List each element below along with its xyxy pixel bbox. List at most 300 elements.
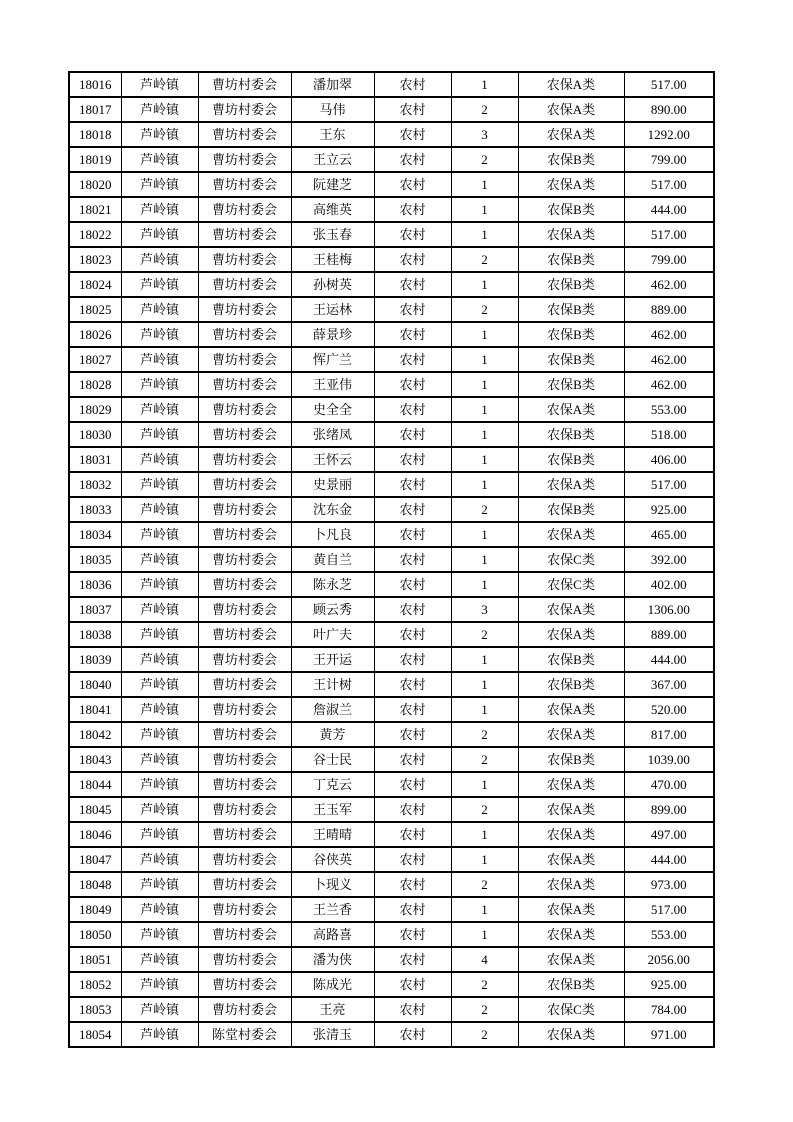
cell-record-id: 18043: [69, 747, 121, 772]
cell-residence-type: 农村: [374, 272, 451, 297]
cell-residence-type: 农村: [374, 972, 451, 997]
cell-town: 芦岭镇: [121, 872, 198, 897]
cell-amount: 925.00: [624, 497, 714, 522]
cell-village: 曹坊村委会: [198, 497, 291, 522]
table-row: [69, 572, 714, 597]
cell-amount: 553.00: [624, 922, 714, 947]
cell-town: 芦岭镇: [121, 372, 198, 397]
cell-amount: 444.00: [624, 847, 714, 872]
cell-town: 芦岭镇: [121, 597, 198, 622]
cell-person-name: 谷侠英: [291, 847, 374, 872]
table-row: [69, 647, 714, 672]
cell-town: 芦岭镇: [121, 122, 198, 147]
cell-record-id: 18031: [69, 447, 121, 472]
cell-insurance-category: 农保C类: [518, 547, 624, 572]
cell-person-name: 薛景珍: [291, 322, 374, 347]
cell-person-count: 2: [451, 747, 518, 772]
cell-insurance-category: 农保A类: [518, 397, 624, 422]
cell-town: 芦岭镇: [121, 772, 198, 797]
cell-insurance-category: 农保B类: [518, 372, 624, 397]
table-row: [69, 872, 714, 897]
cell-insurance-category: 农保A类: [518, 897, 624, 922]
cell-village: 曹坊村委会: [198, 72, 291, 97]
cell-insurance-category: 农保B类: [518, 422, 624, 447]
cell-village: 曹坊村委会: [198, 772, 291, 797]
cell-record-id: 18017: [69, 97, 121, 122]
cell-person-count: 2: [451, 997, 518, 1022]
cell-amount: 1292.00: [624, 122, 714, 147]
cell-amount: 470.00: [624, 772, 714, 797]
table-row: [69, 997, 714, 1022]
cell-insurance-category: 农保A类: [518, 922, 624, 947]
cell-amount: 799.00: [624, 147, 714, 172]
cell-person-count: 2: [451, 872, 518, 897]
cell-person-count: 3: [451, 122, 518, 147]
cell-amount: 899.00: [624, 797, 714, 822]
cell-village: 曹坊村委会: [198, 597, 291, 622]
cell-person-name: 高路喜: [291, 922, 374, 947]
cell-record-id: 18019: [69, 147, 121, 172]
cell-person-count: 1: [451, 647, 518, 672]
cell-residence-type: 农村: [374, 822, 451, 847]
table-row: [69, 422, 714, 447]
cell-person-count: 1: [451, 347, 518, 372]
cell-residence-type: 农村: [374, 222, 451, 247]
cell-insurance-category: 农保A类: [518, 697, 624, 722]
cell-residence-type: 农村: [374, 747, 451, 772]
cell-village: 曹坊村委会: [198, 697, 291, 722]
cell-record-id: 18030: [69, 422, 121, 447]
cell-amount: 444.00: [624, 197, 714, 222]
cell-residence-type: 农村: [374, 722, 451, 747]
cell-insurance-category: 农保B类: [518, 747, 624, 772]
cell-town: 芦岭镇: [121, 747, 198, 772]
cell-person-name: 詹淑兰: [291, 697, 374, 722]
cell-insurance-category: 农保B类: [518, 972, 624, 997]
cell-residence-type: 农村: [374, 897, 451, 922]
cell-record-id: 18034: [69, 522, 121, 547]
cell-amount: 889.00: [624, 622, 714, 647]
cell-person-name: 张玉春: [291, 222, 374, 247]
cell-village: 曹坊村委会: [198, 272, 291, 297]
cell-record-id: 18026: [69, 322, 121, 347]
cell-town: 芦岭镇: [121, 722, 198, 747]
cell-residence-type: 农村: [374, 372, 451, 397]
cell-insurance-category: 农保B类: [518, 672, 624, 697]
table-row: [69, 547, 714, 572]
cell-residence-type: 农村: [374, 947, 451, 972]
cell-record-id: 18027: [69, 347, 121, 372]
cell-insurance-category: 农保A类: [518, 797, 624, 822]
cell-person-name: 谷士民: [291, 747, 374, 772]
cell-residence-type: 农村: [374, 122, 451, 147]
cell-person-name: 潘为侠: [291, 947, 374, 972]
cell-town: 芦岭镇: [121, 472, 198, 497]
cell-record-id: 18023: [69, 247, 121, 272]
cell-village: 曹坊村委会: [198, 797, 291, 822]
cell-person-count: 1: [451, 172, 518, 197]
cell-amount: 392.00: [624, 547, 714, 572]
cell-record-id: 18018: [69, 122, 121, 147]
cell-insurance-category: 农保A类: [518, 472, 624, 497]
cell-village: 曹坊村委会: [198, 522, 291, 547]
cell-village: 曹坊村委会: [198, 847, 291, 872]
cell-amount: 402.00: [624, 572, 714, 597]
cell-insurance-category: 农保C类: [518, 997, 624, 1022]
cell-village: 曹坊村委会: [198, 422, 291, 447]
cell-person-name: 王桂梅: [291, 247, 374, 272]
cell-amount: 799.00: [624, 247, 714, 272]
cell-amount: 2056.00: [624, 947, 714, 972]
cell-person-count: 2: [451, 147, 518, 172]
table-body: [69, 72, 714, 1047]
cell-village: 曹坊村委会: [198, 572, 291, 597]
cell-person-count: 2: [451, 797, 518, 822]
cell-record-id: 18038: [69, 622, 121, 647]
cell-person-count: 1: [451, 822, 518, 847]
table-row: [69, 522, 714, 547]
cell-town: 芦岭镇: [121, 847, 198, 872]
cell-town: 芦岭镇: [121, 1022, 198, 1047]
cell-person-name: 陈成光: [291, 972, 374, 997]
cell-record-id: 18032: [69, 472, 121, 497]
cell-amount: 462.00: [624, 347, 714, 372]
cell-amount: 889.00: [624, 297, 714, 322]
cell-insurance-category: 农保B类: [518, 247, 624, 272]
cell-town: 芦岭镇: [121, 497, 198, 522]
cell-person-count: 1: [451, 197, 518, 222]
cell-record-id: 18041: [69, 697, 121, 722]
table-row: [69, 947, 714, 972]
cell-person-name: 张绪凤: [291, 422, 374, 447]
table-row: [69, 747, 714, 772]
cell-amount: 517.00: [624, 222, 714, 247]
cell-insurance-category: 农保B类: [518, 647, 624, 672]
cell-person-name: 史景丽: [291, 472, 374, 497]
cell-village: 曹坊村委会: [198, 872, 291, 897]
cell-village: 曹坊村委会: [198, 922, 291, 947]
cell-village: 曹坊村委会: [198, 347, 291, 372]
cell-person-count: 1: [451, 72, 518, 97]
cell-town: 芦岭镇: [121, 72, 198, 97]
cell-insurance-category: 农保B类: [518, 197, 624, 222]
cell-person-count: 1: [451, 897, 518, 922]
cell-insurance-category: 农保B类: [518, 347, 624, 372]
cell-person-count: 2: [451, 622, 518, 647]
cell-village: 曹坊村委会: [198, 197, 291, 222]
cell-town: 芦岭镇: [121, 322, 198, 347]
cell-insurance-category: 农保A类: [518, 97, 624, 122]
cell-person-count: 2: [451, 247, 518, 272]
cell-residence-type: 农村: [374, 672, 451, 697]
cell-residence-type: 农村: [374, 572, 451, 597]
cell-town: 芦岭镇: [121, 572, 198, 597]
cell-record-id: 18044: [69, 772, 121, 797]
cell-amount: 817.00: [624, 722, 714, 747]
cell-person-count: 1: [451, 422, 518, 447]
cell-record-id: 18028: [69, 372, 121, 397]
table-row: [69, 697, 714, 722]
cell-village: 曹坊村委会: [198, 447, 291, 472]
cell-town: 芦岭镇: [121, 522, 198, 547]
cell-village: 曹坊村委会: [198, 647, 291, 672]
cell-record-id: 18022: [69, 222, 121, 247]
table-row: [69, 222, 714, 247]
cell-record-id: 18036: [69, 572, 121, 597]
table-row: [69, 1022, 714, 1047]
cell-person-count: 1: [451, 922, 518, 947]
table-row: [69, 772, 714, 797]
cell-residence-type: 农村: [374, 472, 451, 497]
cell-record-id: 18029: [69, 397, 121, 422]
cell-village: 曹坊村委会: [198, 297, 291, 322]
cell-person-count: 1: [451, 772, 518, 797]
cell-person-count: 2: [451, 297, 518, 322]
cell-residence-type: 农村: [374, 97, 451, 122]
cell-residence-type: 农村: [374, 347, 451, 372]
cell-insurance-category: 农保A类: [518, 1022, 624, 1047]
cell-town: 芦岭镇: [121, 197, 198, 222]
cell-person-name: 王兰香: [291, 897, 374, 922]
cell-amount: 517.00: [624, 472, 714, 497]
cell-town: 芦岭镇: [121, 922, 198, 947]
cell-residence-type: 农村: [374, 322, 451, 347]
cell-village: 曹坊村委会: [198, 97, 291, 122]
cell-town: 芦岭镇: [121, 647, 198, 672]
cell-residence-type: 农村: [374, 422, 451, 447]
cell-record-id: 18050: [69, 922, 121, 947]
cell-amount: 462.00: [624, 372, 714, 397]
cell-record-id: 18048: [69, 872, 121, 897]
cell-person-name: 王怀云: [291, 447, 374, 472]
cell-person-count: 1: [451, 697, 518, 722]
cell-village: 曹坊村委会: [198, 822, 291, 847]
table-row: [69, 97, 714, 122]
cell-insurance-category: 农保B类: [518, 272, 624, 297]
cell-town: 芦岭镇: [121, 447, 198, 472]
cell-person-name: 顾云秀: [291, 597, 374, 622]
cell-person-name: 王运林: [291, 297, 374, 322]
cell-village: 曹坊村委会: [198, 947, 291, 972]
table-row: [69, 322, 714, 347]
cell-person-count: 3: [451, 597, 518, 622]
cell-town: 芦岭镇: [121, 97, 198, 122]
cell-town: 芦岭镇: [121, 172, 198, 197]
cell-person-count: 1: [451, 547, 518, 572]
cell-person-count: 4: [451, 947, 518, 972]
cell-amount: 520.00: [624, 697, 714, 722]
cell-insurance-category: 农保A类: [518, 772, 624, 797]
cell-person-count: 1: [451, 447, 518, 472]
cell-person-name: 高维英: [291, 197, 374, 222]
cell-person-count: 2: [451, 1022, 518, 1047]
cell-amount: 465.00: [624, 522, 714, 547]
cell-insurance-category: 农保A类: [518, 522, 624, 547]
cell-record-id: 18052: [69, 972, 121, 997]
cell-residence-type: 农村: [374, 247, 451, 272]
cell-person-count: 1: [451, 322, 518, 347]
cell-residence-type: 农村: [374, 447, 451, 472]
cell-record-id: 18035: [69, 547, 121, 572]
cell-amount: 517.00: [624, 172, 714, 197]
cell-residence-type: 农村: [374, 547, 451, 572]
table-row: [69, 397, 714, 422]
table-row: [69, 72, 714, 97]
cell-person-count: 2: [451, 972, 518, 997]
cell-amount: 518.00: [624, 422, 714, 447]
cell-village: 陈堂村委会: [198, 1022, 291, 1047]
cell-residence-type: 农村: [374, 497, 451, 522]
cell-amount: 444.00: [624, 647, 714, 672]
cell-record-id: 18020: [69, 172, 121, 197]
cell-person-name: 阮建芝: [291, 172, 374, 197]
cell-residence-type: 农村: [374, 597, 451, 622]
cell-amount: 517.00: [624, 72, 714, 97]
cell-amount: 1039.00: [624, 747, 714, 772]
cell-insurance-category: 农保A类: [518, 947, 624, 972]
cell-person-count: 1: [451, 272, 518, 297]
table-row: [69, 897, 714, 922]
table-row: [69, 472, 714, 497]
cell-amount: 973.00: [624, 872, 714, 897]
cell-amount: 553.00: [624, 397, 714, 422]
table-row: [69, 272, 714, 297]
cell-insurance-category: 农保A类: [518, 822, 624, 847]
table-row: [69, 497, 714, 522]
cell-person-count: 1: [451, 672, 518, 697]
table-row: [69, 972, 714, 997]
cell-town: 芦岭镇: [121, 147, 198, 172]
cell-person-count: 1: [451, 472, 518, 497]
cell-village: 曹坊村委会: [198, 147, 291, 172]
cell-record-id: 18037: [69, 597, 121, 622]
table-row: [69, 922, 714, 947]
cell-amount: 462.00: [624, 322, 714, 347]
cell-insurance-category: 农保A类: [518, 72, 624, 97]
cell-residence-type: 农村: [374, 172, 451, 197]
cell-record-id: 18045: [69, 797, 121, 822]
cell-village: 曹坊村委会: [198, 397, 291, 422]
cell-record-id: 18042: [69, 722, 121, 747]
cell-person-count: 1: [451, 372, 518, 397]
cell-insurance-category: 农保B类: [518, 322, 624, 347]
cell-record-id: 18054: [69, 1022, 121, 1047]
cell-town: 芦岭镇: [121, 547, 198, 572]
cell-insurance-category: 农保A类: [518, 847, 624, 872]
cell-person-name: 潘加翠: [291, 72, 374, 97]
cell-village: 曹坊村委会: [198, 897, 291, 922]
cell-residence-type: 农村: [374, 197, 451, 222]
cell-insurance-category: 农保B类: [518, 447, 624, 472]
cell-residence-type: 农村: [374, 797, 451, 822]
cell-person-name: 恽广兰: [291, 347, 374, 372]
cell-person-count: 1: [451, 397, 518, 422]
cell-person-name: 卜凡良: [291, 522, 374, 547]
cell-record-id: 18040: [69, 672, 121, 697]
cell-amount: 784.00: [624, 997, 714, 1022]
cell-person-count: 1: [451, 522, 518, 547]
cell-person-name: 沈东金: [291, 497, 374, 522]
cell-amount: 517.00: [624, 897, 714, 922]
table-row: [69, 672, 714, 697]
table-row: [69, 197, 714, 222]
cell-person-name: 王玉军: [291, 797, 374, 822]
cell-insurance-category: 农保C类: [518, 572, 624, 597]
cell-person-name: 陈永芝: [291, 572, 374, 597]
cell-person-name: 王开运: [291, 647, 374, 672]
cell-person-count: 2: [451, 722, 518, 747]
cell-record-id: 18033: [69, 497, 121, 522]
cell-village: 曹坊村委会: [198, 547, 291, 572]
cell-residence-type: 农村: [374, 997, 451, 1022]
cell-residence-type: 农村: [374, 872, 451, 897]
cell-amount: 925.00: [624, 972, 714, 997]
cell-amount: 971.00: [624, 1022, 714, 1047]
cell-person-name: 王立云: [291, 147, 374, 172]
cell-town: 芦岭镇: [121, 972, 198, 997]
cell-person-name: 马伟: [291, 97, 374, 122]
cell-town: 芦岭镇: [121, 797, 198, 822]
cell-record-id: 18047: [69, 847, 121, 872]
cell-town: 芦岭镇: [121, 822, 198, 847]
table-row: [69, 372, 714, 397]
cell-person-name: 王晴晴: [291, 822, 374, 847]
cell-person-count: 2: [451, 97, 518, 122]
cell-residence-type: 农村: [374, 647, 451, 672]
table-row: [69, 797, 714, 822]
cell-insurance-category: 农保A类: [518, 172, 624, 197]
cell-record-id: 18053: [69, 997, 121, 1022]
cell-residence-type: 农村: [374, 847, 451, 872]
cell-record-id: 18049: [69, 897, 121, 922]
cell-person-name: 张清玉: [291, 1022, 374, 1047]
cell-insurance-category: 农保A类: [518, 622, 624, 647]
table-row: [69, 447, 714, 472]
cell-person-name: 叶广夫: [291, 622, 374, 647]
cell-village: 曹坊村委会: [198, 722, 291, 747]
cell-town: 芦岭镇: [121, 222, 198, 247]
cell-person-count: 1: [451, 222, 518, 247]
table-row: [69, 347, 714, 372]
cell-town: 芦岭镇: [121, 622, 198, 647]
cell-village: 曹坊村委会: [198, 372, 291, 397]
cell-record-id: 18025: [69, 297, 121, 322]
cell-person-name: 丁克云: [291, 772, 374, 797]
cell-residence-type: 农村: [374, 72, 451, 97]
cell-insurance-category: 农保A类: [518, 122, 624, 147]
table-row: [69, 122, 714, 147]
cell-amount: 462.00: [624, 272, 714, 297]
cell-record-id: 18021: [69, 197, 121, 222]
cell-town: 芦岭镇: [121, 397, 198, 422]
cell-town: 芦岭镇: [121, 247, 198, 272]
cell-residence-type: 农村: [374, 697, 451, 722]
cell-village: 曹坊村委会: [198, 997, 291, 1022]
cell-town: 芦岭镇: [121, 672, 198, 697]
cell-residence-type: 农村: [374, 397, 451, 422]
pension-roster-table: [68, 71, 715, 1048]
table-row: [69, 847, 714, 872]
table-row: [69, 147, 714, 172]
cell-person-count: 1: [451, 847, 518, 872]
cell-record-id: 18046: [69, 822, 121, 847]
table-row: [69, 247, 714, 272]
cell-residence-type: 农村: [374, 297, 451, 322]
cell-person-count: 1: [451, 572, 518, 597]
table-row: [69, 822, 714, 847]
cell-town: 芦岭镇: [121, 897, 198, 922]
cell-amount: 890.00: [624, 97, 714, 122]
